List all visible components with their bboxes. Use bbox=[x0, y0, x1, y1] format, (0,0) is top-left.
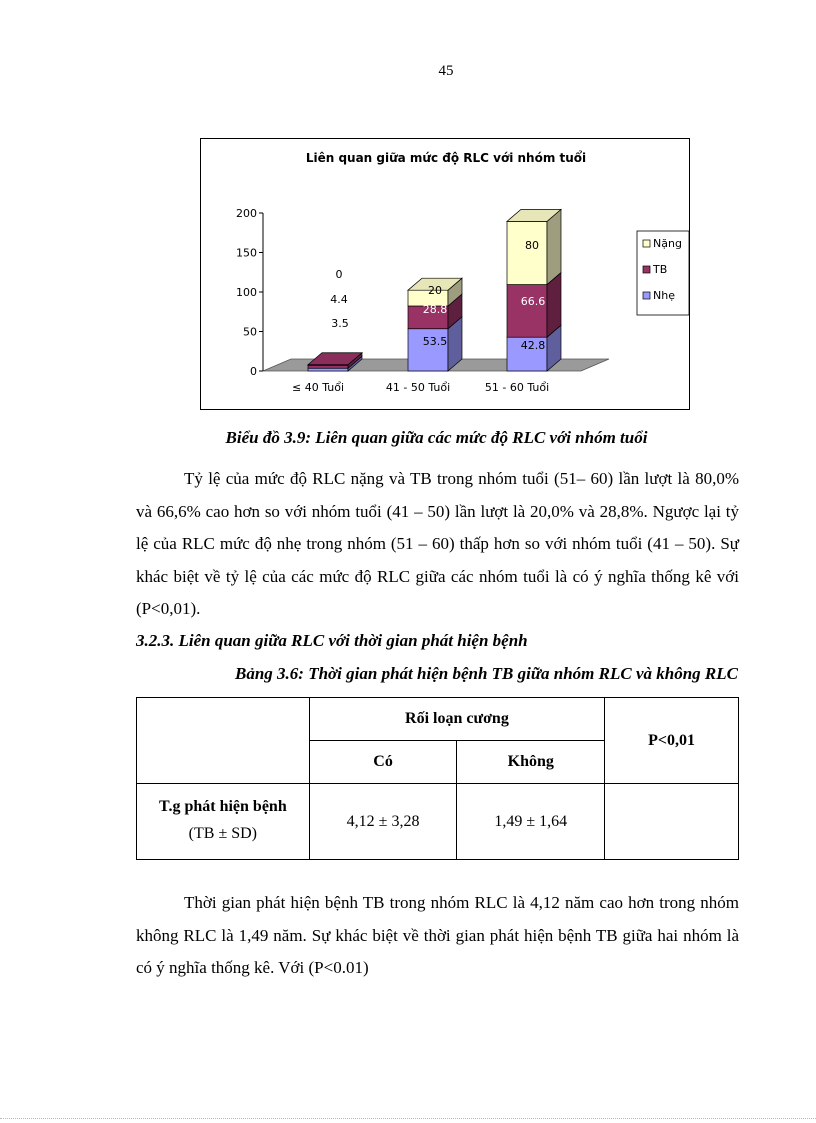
legend-label: Nhẹ bbox=[653, 289, 675, 302]
table-col-no: Không bbox=[457, 741, 605, 784]
paragraph-age-groups bbox=[136, 463, 739, 626]
legend-label: Nặng bbox=[653, 237, 682, 250]
table-row-sublabel: (TB ± SD) bbox=[188, 824, 258, 842]
data-label: 4.4 bbox=[330, 293, 348, 306]
table-row-header bbox=[137, 784, 310, 860]
chart-frame bbox=[200, 138, 690, 410]
y-tick-label: 100 bbox=[236, 286, 257, 299]
data-label: 53.5 bbox=[422, 335, 448, 348]
bar-segment-side bbox=[547, 209, 561, 284]
x-tick-label: 41 - 50 Tuổi bbox=[385, 381, 451, 394]
legend-swatch bbox=[643, 240, 650, 247]
legend-swatch bbox=[643, 292, 650, 299]
page-bottom-rule bbox=[0, 1118, 816, 1119]
table-row-label: T.g phát hiện bệnh bbox=[158, 797, 287, 815]
data-label: 42.8 bbox=[520, 339, 546, 352]
data-label: 80 bbox=[525, 239, 539, 252]
table-group-header: Rối loạn cương bbox=[309, 698, 604, 741]
table-col-yes: Có bbox=[309, 741, 457, 784]
y-tick-label: 150 bbox=[236, 246, 257, 260]
y-tick-label: 0 bbox=[250, 365, 257, 378]
legend-swatch bbox=[643, 266, 650, 273]
data-label: 20 bbox=[428, 284, 442, 297]
table-p-value: P<0,01 bbox=[605, 698, 739, 784]
bar-segment bbox=[507, 285, 547, 338]
chart-legend bbox=[637, 231, 689, 315]
bar-segment bbox=[507, 221, 547, 284]
chart-title: Liên quan giữa mức độ RLC với nhóm tuổi bbox=[305, 151, 587, 165]
detection-time-table bbox=[136, 697, 739, 860]
table-value-no: 1,49 ± 1,64 bbox=[457, 784, 605, 860]
data-label: 3.5 bbox=[331, 317, 349, 330]
x-tick-label: ≤ 40 Tuổi bbox=[291, 381, 345, 394]
y-tick-label: 200 bbox=[236, 207, 257, 220]
paragraph-age-groups-text: Tỷ lệ của mức độ RLC nặng và TB trong nhóm tuổi (51– 60) lần lượt là 80,0% và 66,6% cao hơn so với nhóm tuổi (41 – 50) lần lượt là 20,0% và 28,8%. Ngược lại tỷ lệ của RLC mức độ nhẹ trong nhóm (51 – 60) thấp hơn so với nhóm tuổi (41 – 50). Sự khác biệt về tỷ lệ của các mức độ RLC giữa các nhóm tuổi là có ý nghĩa thống kê với (P<0,01). bbox=[136, 469, 739, 618]
chart-caption: Biểu đồ 3.9: Liên quan giữa các mức độ RLC với nhóm tuổi bbox=[225, 428, 648, 447]
bar-segment bbox=[308, 368, 348, 371]
x-tick-label: 51 - 60 Tuổi bbox=[484, 381, 550, 394]
y-tick-label: 50 bbox=[243, 325, 257, 339]
paragraph-detection-time bbox=[136, 887, 739, 985]
data-label: 28.8 bbox=[422, 303, 448, 316]
page-number: 45 bbox=[438, 63, 454, 79]
section-heading: 3.2.3. Liên quan giữa RLC với thời gian phát hiện bệnh bbox=[136, 631, 528, 650]
table-caption: Bảng 3.6: Thời gian phát hiện bệnh TB giữa nhóm RLC và không RLC bbox=[235, 664, 738, 683]
paragraph-detection-time-text: Thời gian phát hiện bệnh TB trong nhóm RLC là 4,12 năm cao hơn trong nhóm không RLC là 1,49 năm. Sự khác biệt về thời gian phát hiện bệnh TB giữa hai nhóm là có ý nghĩa thống kê. Với (P<0.01) bbox=[136, 893, 739, 977]
table-p-cell-continued bbox=[605, 784, 739, 860]
data-label: 66.6 bbox=[520, 295, 546, 308]
stacked-bar-chart bbox=[201, 139, 691, 411]
data-label: 0 bbox=[335, 268, 343, 281]
legend-label: TB bbox=[653, 263, 668, 276]
table-empty-corner bbox=[137, 698, 310, 784]
table-value-yes: 4,12 ± 3,28 bbox=[309, 784, 457, 860]
